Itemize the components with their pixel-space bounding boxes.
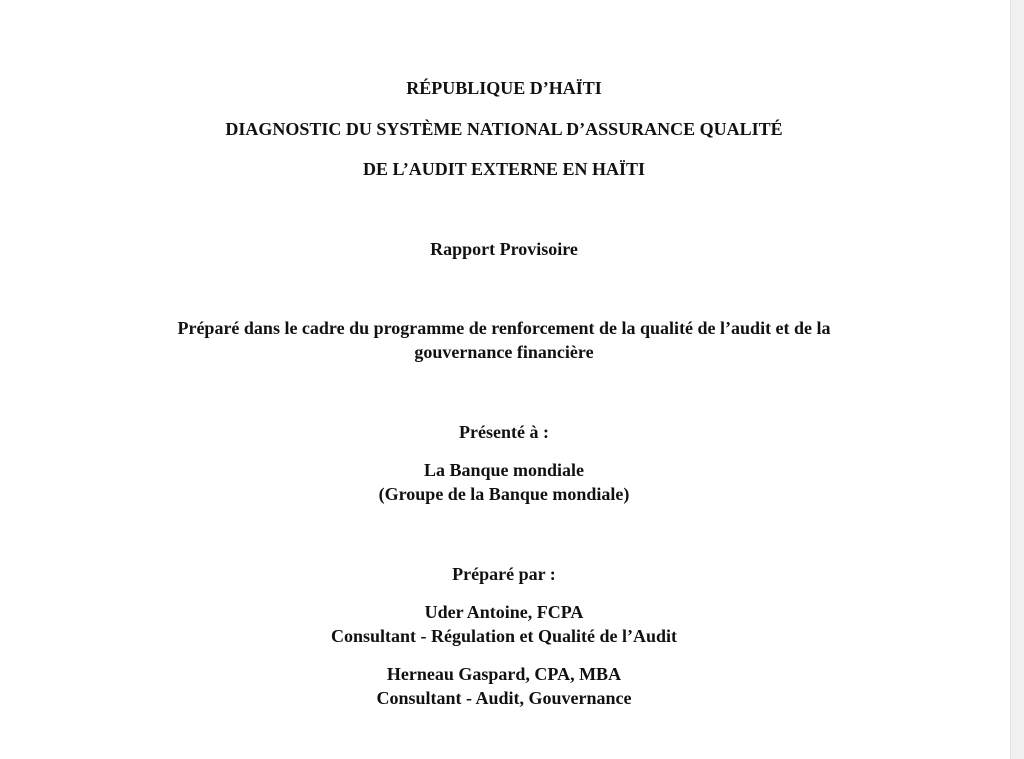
author-role: Consultant - Audit, Gouvernance xyxy=(376,688,632,708)
title-line-1: DIAGNOSTIC DU SYSTÈME NATIONAL D’ASSURANCE QUALITÉ xyxy=(225,119,783,139)
vertical-scrollbar[interactable] xyxy=(1010,0,1024,759)
context-line-1: Préparé dans le cadre du programme de renforcement de la qualité de l’audit et de la xyxy=(177,318,831,338)
author-name: Herneau Gaspard, CPA, MBA xyxy=(386,664,622,684)
title-line-2: DE L’AUDIT EXTERNE EN HAÏTI xyxy=(362,159,646,179)
recipient-group: (Groupe de la Banque mondiale) xyxy=(378,484,630,504)
presented-to-label: Présenté à : xyxy=(459,422,549,442)
recipient-name: La Banque mondiale xyxy=(423,460,585,480)
context-line-2: gouvernance financière xyxy=(414,342,594,362)
country-heading: RÉPUBLIQUE D’HAÏTI xyxy=(406,78,602,98)
prepared-by-label: Préparé par : xyxy=(452,564,556,584)
report-type: Rapport Provisoire xyxy=(430,239,578,259)
author-role: Consultant - Régulation et Qualité de l’Audit xyxy=(330,626,678,646)
author-name: Uder Antoine, FCPA xyxy=(424,602,584,622)
